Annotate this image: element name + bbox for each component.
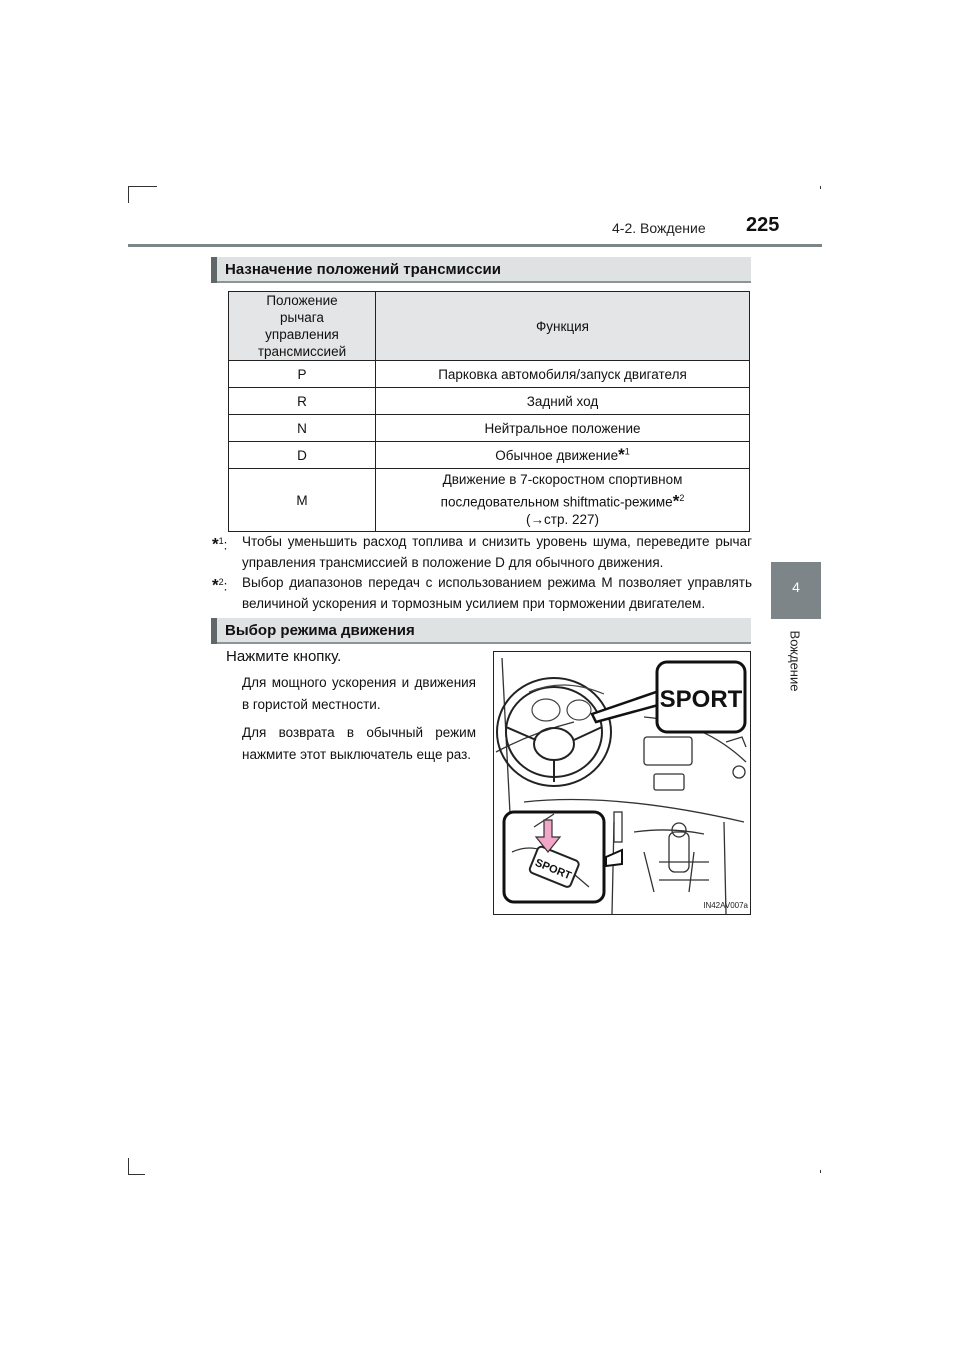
paragraph: Для мощного ускорения и движения в гористой местности. [242,675,476,712]
chapter-label-text: Вождение [787,630,803,692]
section-heading [211,257,751,283]
cell-position: P [229,361,376,388]
chapter-tab [771,562,821,619]
section-title: Назначение положений трансмиссии [225,261,501,278]
function-text: Обычное движение [495,448,619,463]
table-row [229,442,750,469]
footnote-marker: *$^2$: [212,575,228,595]
function-line: Движение в 7-скоростном спортивном [442,471,683,487]
heading-bar [211,257,217,283]
table-header-position [229,292,376,361]
footnote-asterisk: * [212,534,219,554]
table-row [229,361,750,388]
footnote-asterisk: * [618,445,625,464]
heading-bar [211,618,217,644]
table-row [229,469,750,532]
cell-position: D [229,442,376,469]
chapter-label [780,628,810,694]
cell-function: Нейтральное положение [376,415,750,442]
page-number: 225 [746,214,780,236]
footnote [212,531,752,573]
heading-underline [217,281,751,283]
crop-mark [128,186,129,203]
instruction-text: Нажмите кнопку. [226,648,342,665]
footnote-text: Чтобы уменьшить расход топлива и снизить уровень шума, переведите рычаг управления трансмиссией в положение D для обычного движения. [242,534,752,570]
function-line-text: последовательном shiftmatic-режиме [440,494,673,510]
crop-mark [128,1158,129,1175]
table-header-function: Функция [376,292,750,361]
header-rule [128,244,822,247]
section-title: Выбор режима движения [225,622,415,639]
crop-mark [128,186,157,187]
footnote-text: Выбор диапазонов передач с использованием режима M позволяет управлять величиной ускорения и тормозным усилием при торможении двигателем. [242,575,752,611]
cell-function [376,469,750,532]
cell-function: Задний ход [376,388,750,415]
footnote-number: 2 [218,577,224,587]
sport-mode-illustration [493,651,751,915]
footnote-asterisk: * [212,575,219,595]
footnote-asterisk: * [672,491,680,511]
crop-mark [128,1174,145,1175]
sport-callout-label: SPORT [659,686,743,713]
cell-position: R [229,388,376,415]
footnote-ref: 1 [624,446,630,457]
table-header-row [229,292,750,361]
header-position-text: Положение рычага управления трансмиссией [257,293,347,359]
chapter-number: 4 [792,579,800,595]
header-section-title: 4-2. Вождение [612,220,706,236]
footnote-marker: *$^1$: [212,534,228,554]
transmission-table [228,291,750,532]
table-row [229,415,750,442]
illustration-code: IN42AV007a [703,901,748,910]
cell-position: N [229,415,376,442]
cell-position: M [229,469,376,532]
crop-mark [820,1170,821,1173]
function-line [376,489,749,512]
heading-underline [217,642,751,644]
footnote-number: 1 [218,536,224,546]
footnote [212,572,752,614]
page-reference: (→стр. 227) [526,512,599,528]
sport-button-label: SPORT [533,856,573,883]
paragraph: Для возврата в обычный режим нажмите этот выключатель еще раз. [242,725,476,762]
footnote-ref: 2 [679,492,685,503]
section-heading [211,618,751,644]
table-row [229,388,750,415]
crop-mark [820,186,821,189]
instruction-body [242,672,476,772]
cell-function [376,442,750,469]
cell-function: Парковка автомобиля/запуск двигателя [376,361,750,388]
dashboard-drawing [494,652,750,914]
